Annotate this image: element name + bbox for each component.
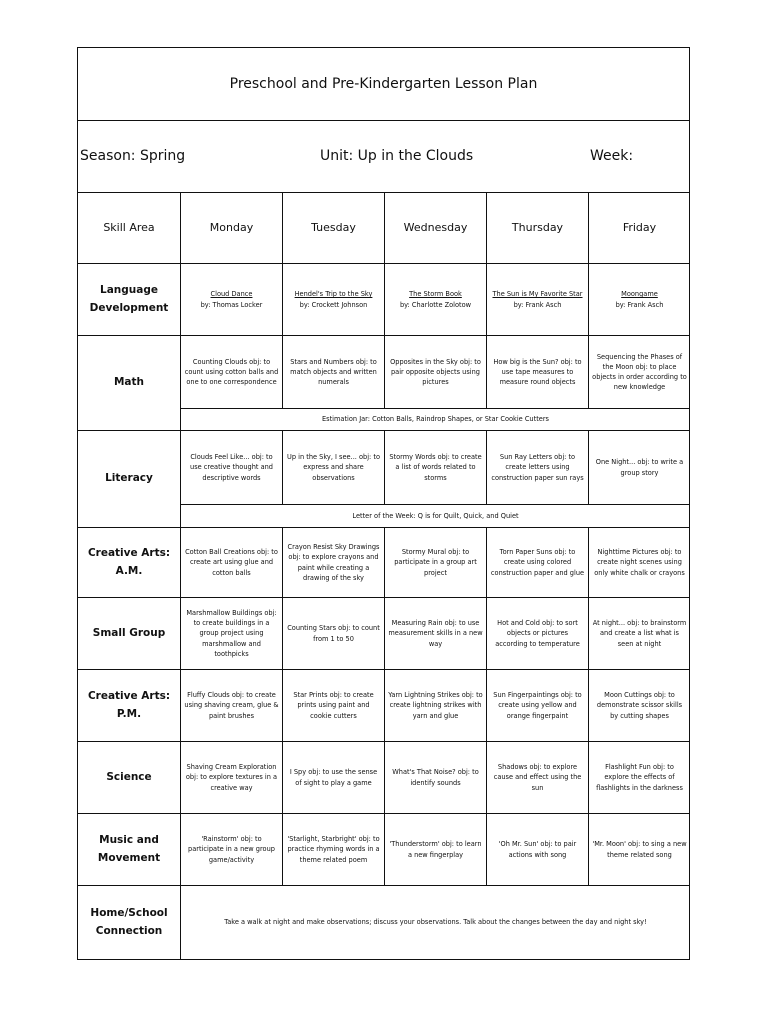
book-author: by: Frank Asch bbox=[615, 300, 664, 309]
book-author: by: Charlotte Zolotow bbox=[399, 300, 472, 309]
art-am-friday: Nighttime Pictures obj: to create night scenes using only white chalk or crayons bbox=[589, 528, 690, 598]
language-wednesday bbox=[385, 264, 487, 336]
music-thursday: 'Oh Mr. Sun' obj: to pair actions with song bbox=[487, 814, 589, 886]
art-am-monday: Cotton Ball Creations obj: to create art using glue and cotton balls bbox=[181, 528, 283, 598]
art-pm-friday: Moon Cuttings obj: to demonstrate scissor skills by cutting shapes bbox=[589, 670, 690, 742]
science-monday: Shaving Cream Exploration obj: to explore textures in a creative way bbox=[181, 742, 283, 814]
skill-home-school: Home/School Connection bbox=[78, 886, 181, 959]
music-wednesday: 'Thunderstorm' obj: to learn a new fingerplay bbox=[385, 814, 487, 886]
literacy-friday: One Night... obj: to write a group story bbox=[589, 431, 690, 505]
science-wednesday: What's That Noise? obj: to identify sounds bbox=[385, 742, 487, 814]
science-tuesday: I Spy obj: to use the sense of sight to play a game bbox=[283, 742, 385, 814]
header-friday: Friday bbox=[589, 193, 690, 264]
book-title: Moongame bbox=[621, 290, 658, 299]
page-title: Preschool and Pre-Kindergarten Lesson Plan bbox=[78, 48, 689, 121]
math-friday: Sequencing the Phases of the Moon obj: to place objects in order according to new knowledge bbox=[589, 336, 690, 409]
header-tuesday: Tuesday bbox=[283, 193, 385, 264]
art-pm-thursday: Sun Fingerpaintings obj: to create using yellow and orange fingerpaint bbox=[487, 670, 589, 742]
lesson-plan-sheet bbox=[77, 47, 690, 960]
skill-literacy: Literacy bbox=[78, 431, 181, 528]
small-group-friday: At night... obj: to brainstorm and create a list what is seen at night bbox=[589, 598, 690, 670]
literacy-wednesday: Stormy Words obj: to create a list of words related to storms bbox=[385, 431, 487, 505]
art-pm-tuesday: Star Prints obj: to create prints using paint and cookie cutters bbox=[283, 670, 385, 742]
small-group-wednesday: Measuring Rain obj: to use measurement skills in a new way bbox=[385, 598, 487, 670]
header-skill-area: Skill Area bbox=[78, 193, 181, 264]
skill-science: Science bbox=[78, 742, 181, 814]
music-monday: 'Rainstorm' obj: to participate in a new group game/activity bbox=[181, 814, 283, 886]
season-unit-week-row bbox=[78, 121, 689, 193]
header-thursday: Thursday bbox=[487, 193, 589, 264]
math-estimation-jar: Estimation Jar: Cotton Balls, Raindrop Shapes, or Star Cookie Cutters bbox=[181, 409, 690, 431]
math-monday: Counting Clouds obj: to count using cotton balls and one to one correspondence bbox=[181, 336, 283, 409]
season-label: Season: Spring bbox=[80, 148, 186, 164]
book-title: Cloud Dance bbox=[210, 290, 253, 299]
small-group-tuesday: Counting Stars obj: to count from 1 to 50 bbox=[283, 598, 385, 670]
small-group-thursday: Hot and Cold obj: to sort objects or pictures according to temperature bbox=[487, 598, 589, 670]
language-thursday bbox=[487, 264, 589, 336]
book-title: Hendel's Trip to the Sky bbox=[294, 290, 373, 299]
skill-creative-arts-am: Creative Arts: A.M. bbox=[78, 528, 181, 598]
book-author: by: Thomas Locker bbox=[200, 300, 263, 309]
book-author: by: Crockett Johnson bbox=[299, 300, 368, 309]
small-group-monday: Marshmallow Buildings obj: to create buildings in a group project using marshmallow and toothpicks bbox=[181, 598, 283, 670]
art-pm-wednesday: Yarn Lightning Strikes obj: to create lightning strikes with yarn and glue bbox=[385, 670, 487, 742]
skill-language-development: Language Development bbox=[78, 264, 181, 336]
art-am-thursday: Torn Paper Suns obj: to create using colored construction paper and glue bbox=[487, 528, 589, 598]
music-tuesday: 'Starlight, Starbright' obj: to practice rhyming words in a theme related poem bbox=[283, 814, 385, 886]
header-monday: Monday bbox=[181, 193, 283, 264]
home-school-connection: Take a walk at night and make observations; discuss your observations. Talk about the changes between the day and night sky! bbox=[224, 918, 647, 927]
math-wednesday: Opposites in the Sky obj: to pair opposite objects using pictures bbox=[385, 336, 487, 409]
header-wednesday: Wednesday bbox=[385, 193, 487, 264]
book-title: The Sun is My Favorite Star bbox=[492, 290, 583, 299]
science-thursday: Shadows obj: to explore cause and effect using the sun bbox=[487, 742, 589, 814]
language-monday bbox=[181, 264, 283, 336]
music-friday: 'Mr. Moon' obj: to sing a new theme related song bbox=[589, 814, 690, 886]
skill-small-group: Small Group bbox=[78, 598, 181, 670]
lesson-grid bbox=[78, 193, 689, 959]
literacy-monday: Clouds Feel Like... obj: to use creative thought and descriptive words bbox=[181, 431, 283, 505]
language-friday bbox=[589, 264, 690, 336]
art-am-wednesday: Stormy Mural obj: to participate in a group art project bbox=[385, 528, 487, 598]
math-thursday: How big is the Sun? obj: to use tape measures to measure round objects bbox=[487, 336, 589, 409]
skill-music-movement: Music and Movement bbox=[78, 814, 181, 886]
art-pm-monday: Fluffy Clouds obj: to create using shaving cream, glue & paint brushes bbox=[181, 670, 283, 742]
literacy-tuesday: Up in the Sky, I see... obj: to express and share observations bbox=[283, 431, 385, 505]
math-tuesday: Stars and Numbers obj: to match objects and written numerals bbox=[283, 336, 385, 409]
art-am-tuesday: Crayon Resist Sky Drawings obj: to explore crayons and paint while creating a drawing of the sky bbox=[283, 528, 385, 598]
literacy-thursday: Sun Ray Letters obj: to create letters using construction paper sun rays bbox=[487, 431, 589, 505]
literacy-letter-of-week: Letter of the Week: Q is for Quilt, Quick, and Quiet bbox=[181, 505, 690, 528]
book-author: by: Frank Asch bbox=[513, 300, 562, 309]
week-label: Week: bbox=[590, 148, 634, 164]
language-tuesday bbox=[283, 264, 385, 336]
skill-creative-arts-pm: Creative Arts: P.M. bbox=[78, 670, 181, 742]
unit-label: Unit: Up in the Clouds bbox=[320, 148, 474, 164]
science-friday: Flashlight Fun obj: to explore the effects of flashlights in the darkness bbox=[589, 742, 690, 814]
book-title: The Storm Book bbox=[409, 290, 462, 299]
skill-math: Math bbox=[78, 336, 181, 431]
